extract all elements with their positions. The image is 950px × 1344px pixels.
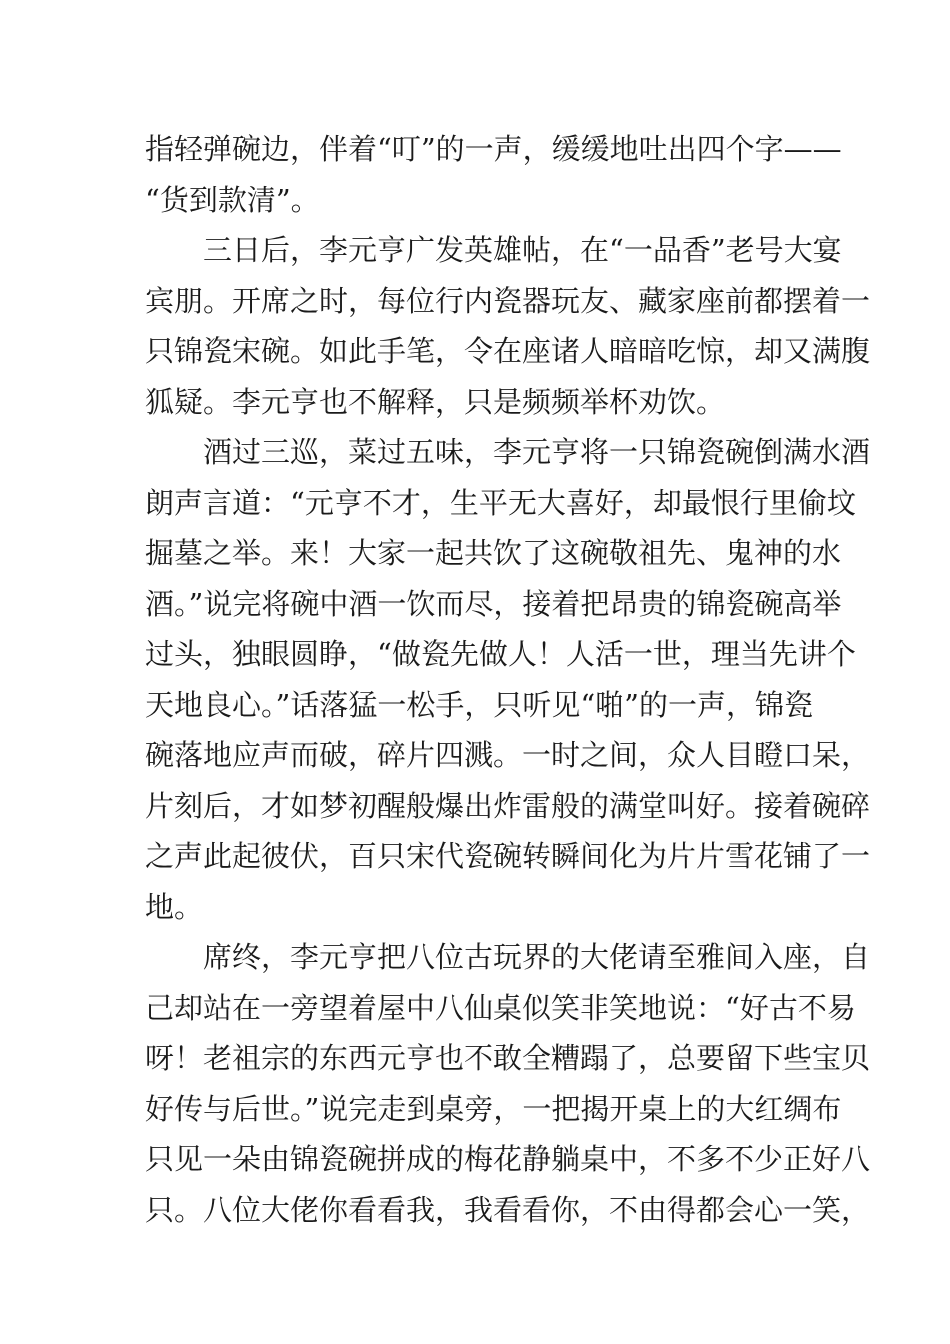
text-line: 指轻弹碗边，伴着“叮”的一声，缓缓地吐出四个字—— <box>145 132 842 166</box>
text-line: 朗声言道：“元亨不才，生平无大喜好，却最恨行里偷坟 <box>145 485 856 520</box>
text-line: 呀！老祖宗的东西元亨也不敢全糟蹋了，总要留下些宝贝 <box>145 1041 871 1075</box>
text-line: “货到款清”。 <box>145 182 320 217</box>
text-line: 三日后，李元亨广发英雄帖，在“一品香”老号大宴 <box>203 233 842 267</box>
text-line: 碗落地应声而破，碎片四溅。一时之间，众人目瞪口呆， <box>145 738 871 772</box>
text-line: 天地良心。”话落猛一松手，只听见“啪”的一声，锦瓷 <box>145 687 813 722</box>
text-line: 只见一朵由锦瓷碗拼成的梅花静躺桌中，不多不少正好八 <box>145 1142 871 1176</box>
text-line: 宾朋。开席之时，每位行内瓷器玩友、藏家座前都摆着一 <box>145 283 871 318</box>
text-line: 过头，独眼圆睁，“做瓷先做人！人活一世，理当先讲个 <box>145 637 856 671</box>
body-text <box>145 124 871 1235</box>
text-line: 只。八位大佬你看看我，我看看你，不由得都会心一笑， <box>145 1192 871 1227</box>
text-line: 之声此起彼伏，百只宋代瓷碗转瞬间化为片片雪花铺了一 <box>145 839 871 873</box>
text-line: 酒过三巡，菜过五味，李元亨将一只锦瓷碗倒满水酒 <box>203 435 871 469</box>
text-line: 酒。”说完将碗中酒一饮而尽，接着把昂贵的锦瓷碗高举 <box>145 586 842 621</box>
text-line: 狐疑。李元亨也不解释，只是频频举杯劝饮。 <box>145 384 726 419</box>
text-line: 片刻后，才如梦初醒般爆出炸雷般的满堂叫好。接着碗碎 <box>145 788 871 823</box>
text-line: 好传与后世。”说完走到桌旁，一把揭开桌上的大红绸布 <box>145 1091 842 1126</box>
text-line: 席终，李元亨把八位古玩界的大佬请至雅间入座，自 <box>203 940 871 974</box>
text-line: 掘墓之举。来！大家一起共饮了这碗敬祖先、鬼神的水 <box>145 536 842 570</box>
text-line: 只锦瓷宋碗。如此手笔，令在座诸人暗暗吃惊，却又满腹 <box>145 334 871 368</box>
text-line: 己却站在一旁望着屋中八仙桌似笑非笑地说：“好古不易 <box>145 990 856 1025</box>
text-line: 地。 <box>145 889 204 924</box>
